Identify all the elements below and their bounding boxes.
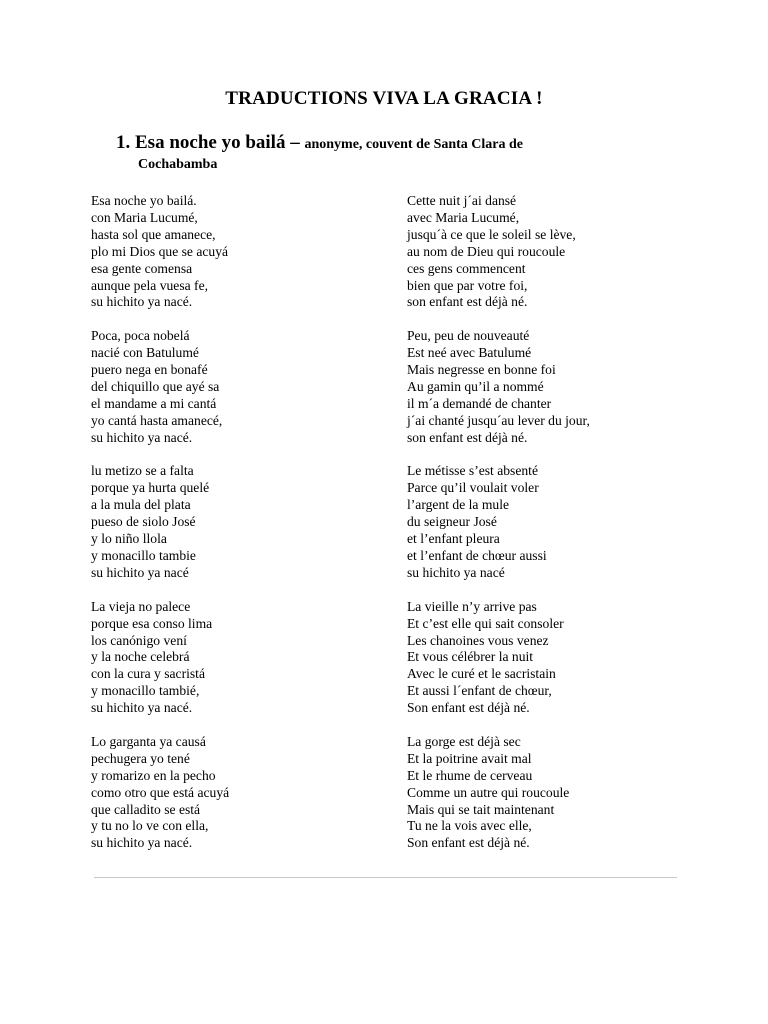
page-divider — [94, 877, 677, 878]
translation-line: Et aussi l´enfant de chœur, — [407, 683, 552, 699]
song-title: 1. Esa noche yo bailá — [116, 132, 286, 153]
original-line: lu metizo se a falta — [91, 463, 194, 479]
original-line: hasta sol que amanece, — [91, 226, 216, 242]
original-line: La vieja no palece — [91, 598, 191, 614]
original-stanza — [91, 328, 421, 446]
original-stanza — [91, 193, 421, 311]
original-line: y monacillo tambié, — [91, 683, 200, 699]
translation-line: il m´a demandé de chanter — [407, 395, 552, 411]
translation-stanza — [407, 193, 737, 311]
original-line: Lo garganta ya causá — [91, 733, 206, 749]
translation-line: Et vous célébrer la nuit — [407, 649, 534, 665]
original-line: puero nega en bonafé — [91, 362, 208, 378]
original-line: su hichito ya nacé. — [91, 700, 193, 716]
translation-line: Cette nuit j´ai dansé — [407, 193, 517, 208]
original-line: el mandame a mi cantá — [91, 395, 217, 411]
translation-stanza — [407, 463, 737, 581]
translation-line: Peu, peu de nouveauté — [407, 328, 530, 344]
translation-line: Est neé avec Batulumé — [407, 345, 532, 361]
original-line: pueso de siolo José — [91, 514, 196, 530]
translation-line: su hichito ya nacé — [407, 564, 505, 580]
original-line: su hichito ya nacé. — [91, 835, 193, 851]
original-line: su hichito ya nacé — [91, 564, 189, 580]
translation-line: Parce qu’il voulait voler — [407, 480, 539, 496]
translation-line: Les chanoines vous venez — [407, 632, 549, 648]
original-line: con Maria Lucumé, — [91, 209, 198, 225]
translation-stanza — [407, 328, 737, 446]
original-line: como otro que está acuyá — [91, 784, 230, 800]
original-line: y monacillo tambie — [91, 548, 196, 563]
original-line: esa gente comensa — [91, 260, 193, 276]
original-stanza — [91, 599, 421, 717]
translation-line: Le métisse s’est absenté — [407, 463, 538, 479]
translation-lyrics-column — [407, 193, 737, 869]
original-line: Poca, poca nobelá — [91, 328, 190, 344]
document-title: TRADUCTIONS VIVA LA GRACIA ! — [225, 88, 543, 109]
translation-line: au nom de Dieu qui roucoule — [407, 243, 566, 259]
original-line: Esa noche yo bailá. — [91, 193, 197, 208]
translation-line: bien que par votre foi, — [407, 277, 528, 293]
original-line: su hichito ya nacé. — [91, 429, 193, 445]
original-line: que calladito se está — [91, 801, 201, 817]
translation-line: du seigneur José — [407, 514, 497, 530]
translation-line: La gorge est déjà sec — [407, 733, 521, 749]
translation-stanza — [407, 734, 737, 852]
translation-line: Son enfant est déjà né. — [407, 700, 530, 716]
translation-line: son enfant est déjà né. — [407, 294, 528, 310]
translation-line: Mais qui se tait maintenant — [407, 801, 555, 817]
translation-line: Et la poitrine avait mal — [407, 750, 532, 766]
translation-line: Tu ne la vois avec elle, — [407, 818, 532, 834]
original-line: y romarizo en la pecho — [91, 767, 216, 783]
original-line: nacié con Batulumé — [91, 345, 199, 361]
translation-line: ces gens commencent — [407, 260, 526, 276]
original-line: plo mi Dios que se acuyá — [91, 243, 229, 259]
translation-line: l’argent de la mule — [407, 497, 510, 513]
translation-line: Avec le curé et le sacristain — [407, 666, 556, 682]
translation-line: jusqu´à ce que le soleil se lève, — [407, 226, 576, 242]
original-line: los canónigo vení — [91, 632, 187, 648]
original-lyrics-column — [91, 193, 421, 869]
original-line: aunque pela vuesa fe, — [91, 277, 209, 293]
translation-line: Son enfant est déjà né. — [407, 835, 530, 851]
song-attribution-continued: Cochabamba — [138, 157, 218, 172]
original-line: porque esa conso lima — [91, 615, 213, 631]
original-line: con la cura y sacristá — [91, 666, 205, 682]
translation-stanza — [407, 599, 737, 717]
original-line: y tu no lo ve con ella, — [91, 818, 209, 834]
song-attribution: anonyme, couvent de Santa Clara de — [304, 137, 524, 152]
original-line: su hichito ya nacé. — [91, 294, 193, 310]
original-line: y lo niño llola — [91, 531, 167, 547]
translation-line: La vieille n’y arrive pas — [407, 598, 537, 614]
original-line: a la mula del plata — [91, 497, 191, 513]
translation-line: et l’enfant de chœur aussi — [407, 548, 547, 563]
original-line: y la noche celebrá — [91, 649, 190, 665]
translation-line: j´ai chanté jusqu´au lever du jour, — [407, 412, 590, 428]
original-line: pechugera yo tené — [91, 750, 190, 766]
original-line: porque ya hurta quelé — [91, 480, 210, 496]
original-line: del chiquillo que ayé sa — [91, 378, 220, 394]
translation-line: avec Maria Lucumé, — [407, 209, 520, 225]
original-line: yo cantá hasta amanecé, — [91, 412, 223, 428]
translation-line: Mais negresse en bonne foi — [407, 362, 556, 378]
translation-line: Et le rhume de cerveau — [407, 767, 533, 783]
original-stanza — [91, 463, 421, 581]
translation-line: son enfant est déjà né. — [407, 429, 528, 445]
translation-line: Au gamin qu’il a nommé — [407, 378, 544, 394]
translation-line: et l’enfant pleura — [407, 531, 500, 547]
translation-line: Comme un autre qui roucoule — [407, 784, 570, 800]
title-dash: – — [290, 132, 300, 153]
translation-line: Et c’est elle qui sait consoler — [407, 615, 564, 631]
original-stanza — [91, 734, 421, 852]
section-heading — [116, 132, 636, 174]
